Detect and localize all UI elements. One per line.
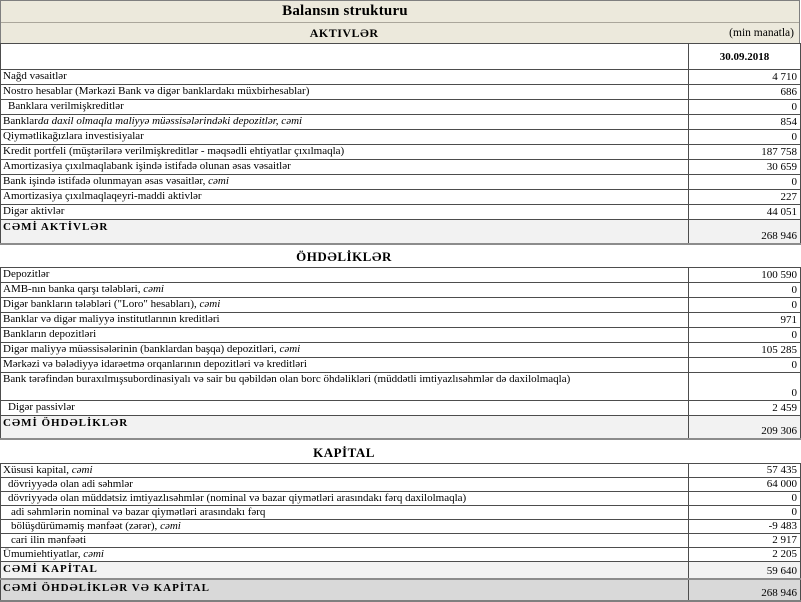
- row-label: [1, 400, 689, 415]
- liabilities-table: [0, 267, 801, 441]
- row-value: 227: [689, 190, 801, 205]
- row-value: 0: [689, 130, 801, 145]
- table-row: [1, 506, 801, 520]
- row-label-text: Depozitlər: [3, 267, 50, 280]
- row-value: 0: [689, 492, 801, 506]
- table-row: [1, 534, 801, 548]
- total-label: CƏMİ ÖHDƏLİKLƏR: [1, 415, 689, 439]
- row-label: [1, 312, 689, 327]
- table-row: [1, 400, 801, 415]
- table-row: [1, 297, 801, 312]
- total-label: CƏMİ KAPİTAL: [1, 562, 689, 579]
- row-label: [1, 492, 689, 506]
- unit-note: (min manatla): [729, 27, 794, 39]
- row-label-text: Digər maliyyə müəssisələrinin (banklardan başqa) depozitləri,: [3, 342, 280, 355]
- table-row: [1, 85, 801, 100]
- row-value: 0: [689, 100, 801, 115]
- section-heading-ohdelikler: ÖHDƏLİKLƏR: [0, 245, 688, 267]
- table-row: [1, 175, 801, 190]
- table-row: [1, 145, 801, 160]
- row-label-text: Banklara verilmişkreditlər: [8, 100, 124, 112]
- table-row: [1, 357, 801, 372]
- row-label-text: Banklar və digər maliyyə institutlarının kreditləri: [3, 312, 220, 325]
- row-label-text: Nostro hesablar (Mərkəzi Bank və digər banklardakı müxbirhesablar): [3, 85, 310, 97]
- date-column-header: 30.09.2018: [689, 44, 801, 70]
- table-row: [1, 520, 801, 534]
- row-label-italic: da daxil olmaqla maliyyə müəssisələrindəki depozitlər, cəmi: [37, 115, 303, 127]
- row-label: [1, 297, 689, 312]
- capital-table: [0, 463, 801, 602]
- row-value: 0: [689, 175, 801, 190]
- row-label-text: bölüşdürüməmiş mənfəət (zərər),: [11, 520, 161, 532]
- row-label-text: Bank işində istifadə olunmayan əsas vəsaitlər,: [3, 175, 209, 187]
- row-label-text: Digər aktivlər: [3, 205, 65, 217]
- row-value: 57 435: [689, 464, 801, 478]
- row-label-text: AMB-nın banka qarşı tələbləri,: [3, 282, 144, 295]
- row-label-text: Bankların depozitləri: [3, 327, 97, 340]
- row-label: [1, 70, 689, 85]
- total-value: 268 946: [689, 220, 801, 244]
- table-row: [1, 372, 801, 400]
- row-value: 2 205: [689, 548, 801, 562]
- row-label-text: cari ilin mənfəəti: [11, 534, 87, 546]
- table-row: [1, 190, 801, 205]
- date-header-row: [1, 44, 801, 70]
- row-label: [1, 520, 689, 534]
- row-value: 854: [689, 115, 801, 130]
- row-value: 100 590: [689, 267, 801, 282]
- row-label: [1, 205, 689, 220]
- table-row: [1, 478, 801, 492]
- table-row: [1, 312, 801, 327]
- page-title: Balansın strukturu: [282, 3, 408, 19]
- table-row: [1, 115, 801, 130]
- row-label-text: Mərkəzi və bələdiyyə idarəetmə orqanlarının depozitləri və kreditləri: [3, 357, 307, 370]
- row-label: [1, 100, 689, 115]
- row-label-text: dövriyyədə olan adi səhmlər: [8, 478, 133, 490]
- section-heading-aktivler: AKTIVLƏR: [309, 25, 379, 40]
- row-label-text: Ümumiehtiyatlar,: [3, 548, 84, 560]
- total-value: 209 306: [689, 415, 801, 439]
- row-label-text: Amortizasiya çıxılmaqlabank işində istifadə olunan əsas vəsaitlər: [3, 160, 291, 172]
- row-label-italic: cəmi: [143, 282, 164, 295]
- row-label-text: Banklar: [3, 115, 38, 127]
- row-label-italic: cəmi: [83, 548, 104, 560]
- table-row: [1, 492, 801, 506]
- row-label-text: Kredit portfeli (müştərilərə verilmişkreditlər - məqsədli ehtiyatlar çıxılmaqla): [3, 145, 345, 157]
- row-label-text: Qiymətlikağızlara investisiyalar: [3, 130, 144, 142]
- row-label: [1, 267, 689, 282]
- row-label-text: Nağd vəsaitlər: [3, 70, 67, 82]
- row-label: [1, 85, 689, 100]
- row-label: [1, 357, 689, 372]
- row-label-italic: cəmi: [279, 342, 301, 355]
- total-value: 268 946: [689, 579, 801, 601]
- table-row: [1, 548, 801, 562]
- row-value: 971: [689, 312, 801, 327]
- empty-header-cell: [1, 44, 689, 70]
- table-row: [1, 464, 801, 478]
- table-row: [1, 100, 801, 115]
- row-value: 686: [689, 85, 801, 100]
- row-label-text: Amortizasiya çıxılmaqlaqeyri-maddi aktivlər: [3, 190, 202, 202]
- title-row: [1, 1, 799, 23]
- row-value: 0: [689, 282, 801, 297]
- total-value: 59 640: [689, 562, 801, 579]
- row-value: 64 000: [689, 478, 801, 492]
- row-value: 4 710: [689, 70, 801, 85]
- row-label-italic: cəmi: [160, 520, 181, 532]
- row-label: [1, 282, 689, 297]
- row-label-text: dövriyyədə olan müddətsiz imtiyazlısəhmlər (nominal və bazar qiymətləri arasındakı fərq daxilolmaqla): [8, 492, 467, 504]
- table-row: [1, 267, 801, 282]
- header-sub-row: [1, 23, 799, 43]
- grand-total-row: [1, 579, 801, 601]
- row-value: 2 917: [689, 534, 801, 548]
- row-value: 0: [689, 327, 801, 342]
- row-value: 44 051: [689, 205, 801, 220]
- section-heading-kapital: KAPİTAL: [0, 440, 688, 463]
- row-label: [1, 548, 689, 562]
- section-total-row: [1, 220, 801, 244]
- row-value: -9 483: [689, 520, 801, 534]
- row-value: 2 459: [689, 400, 801, 415]
- row-label-text: adi səhmlərin nominal və bazar qiymətləri arasındakı fərq: [11, 506, 266, 518]
- table-row: [1, 70, 801, 85]
- row-label-text: Digər bankların tələbləri ("Loro" hesabları),: [3, 297, 200, 310]
- row-label-italic: cəmi: [208, 175, 229, 187]
- row-value: 187 758: [689, 145, 801, 160]
- row-label: [1, 327, 689, 342]
- total-label: CƏMİ AKTİVLƏR: [1, 220, 689, 244]
- table-row: [1, 327, 801, 342]
- table-row: [1, 130, 801, 145]
- row-label: [1, 175, 689, 190]
- section-total-row: [1, 562, 801, 579]
- row-label: [1, 372, 689, 400]
- row-label: [1, 145, 689, 160]
- row-value: 105 285: [689, 342, 801, 357]
- row-label: [1, 160, 689, 175]
- row-label: [1, 115, 689, 130]
- document-header: [0, 0, 800, 43]
- row-label: [1, 534, 689, 548]
- table-row: [1, 282, 801, 297]
- row-label-italic: cəmi: [71, 464, 93, 476]
- grand-total-label: CƏMİ ÖHDƏLİKLƏR VƏ KAPİTAL: [1, 579, 689, 601]
- row-value: 0: [689, 357, 801, 372]
- row-label: [1, 190, 689, 205]
- row-label-text: Digər passivlər: [8, 400, 75, 413]
- row-value: 0: [689, 506, 801, 520]
- row-label-text: Bank tərəfindən buraxılmışsubordinasiyalı və sair bu qəbildən olan borc öhdəlikləri (müddətli imtiyazlısəhmlər də daxilolmaqla): [3, 372, 571, 385]
- row-label-text: Xüsusi kapital,: [3, 464, 72, 476]
- row-value: 0: [689, 297, 801, 312]
- row-label: [1, 478, 689, 492]
- row-label: [1, 506, 689, 520]
- row-label: [1, 342, 689, 357]
- section-total-row: [1, 415, 801, 439]
- table-row: [1, 160, 801, 175]
- row-label: [1, 130, 689, 145]
- assets-table: [0, 43, 801, 245]
- table-row: [1, 342, 801, 357]
- row-value: 30 659: [689, 160, 801, 175]
- row-label: [1, 464, 689, 478]
- row-value: 0: [689, 372, 801, 400]
- table-row: [1, 205, 801, 220]
- row-label-italic: cəmi: [199, 297, 221, 310]
